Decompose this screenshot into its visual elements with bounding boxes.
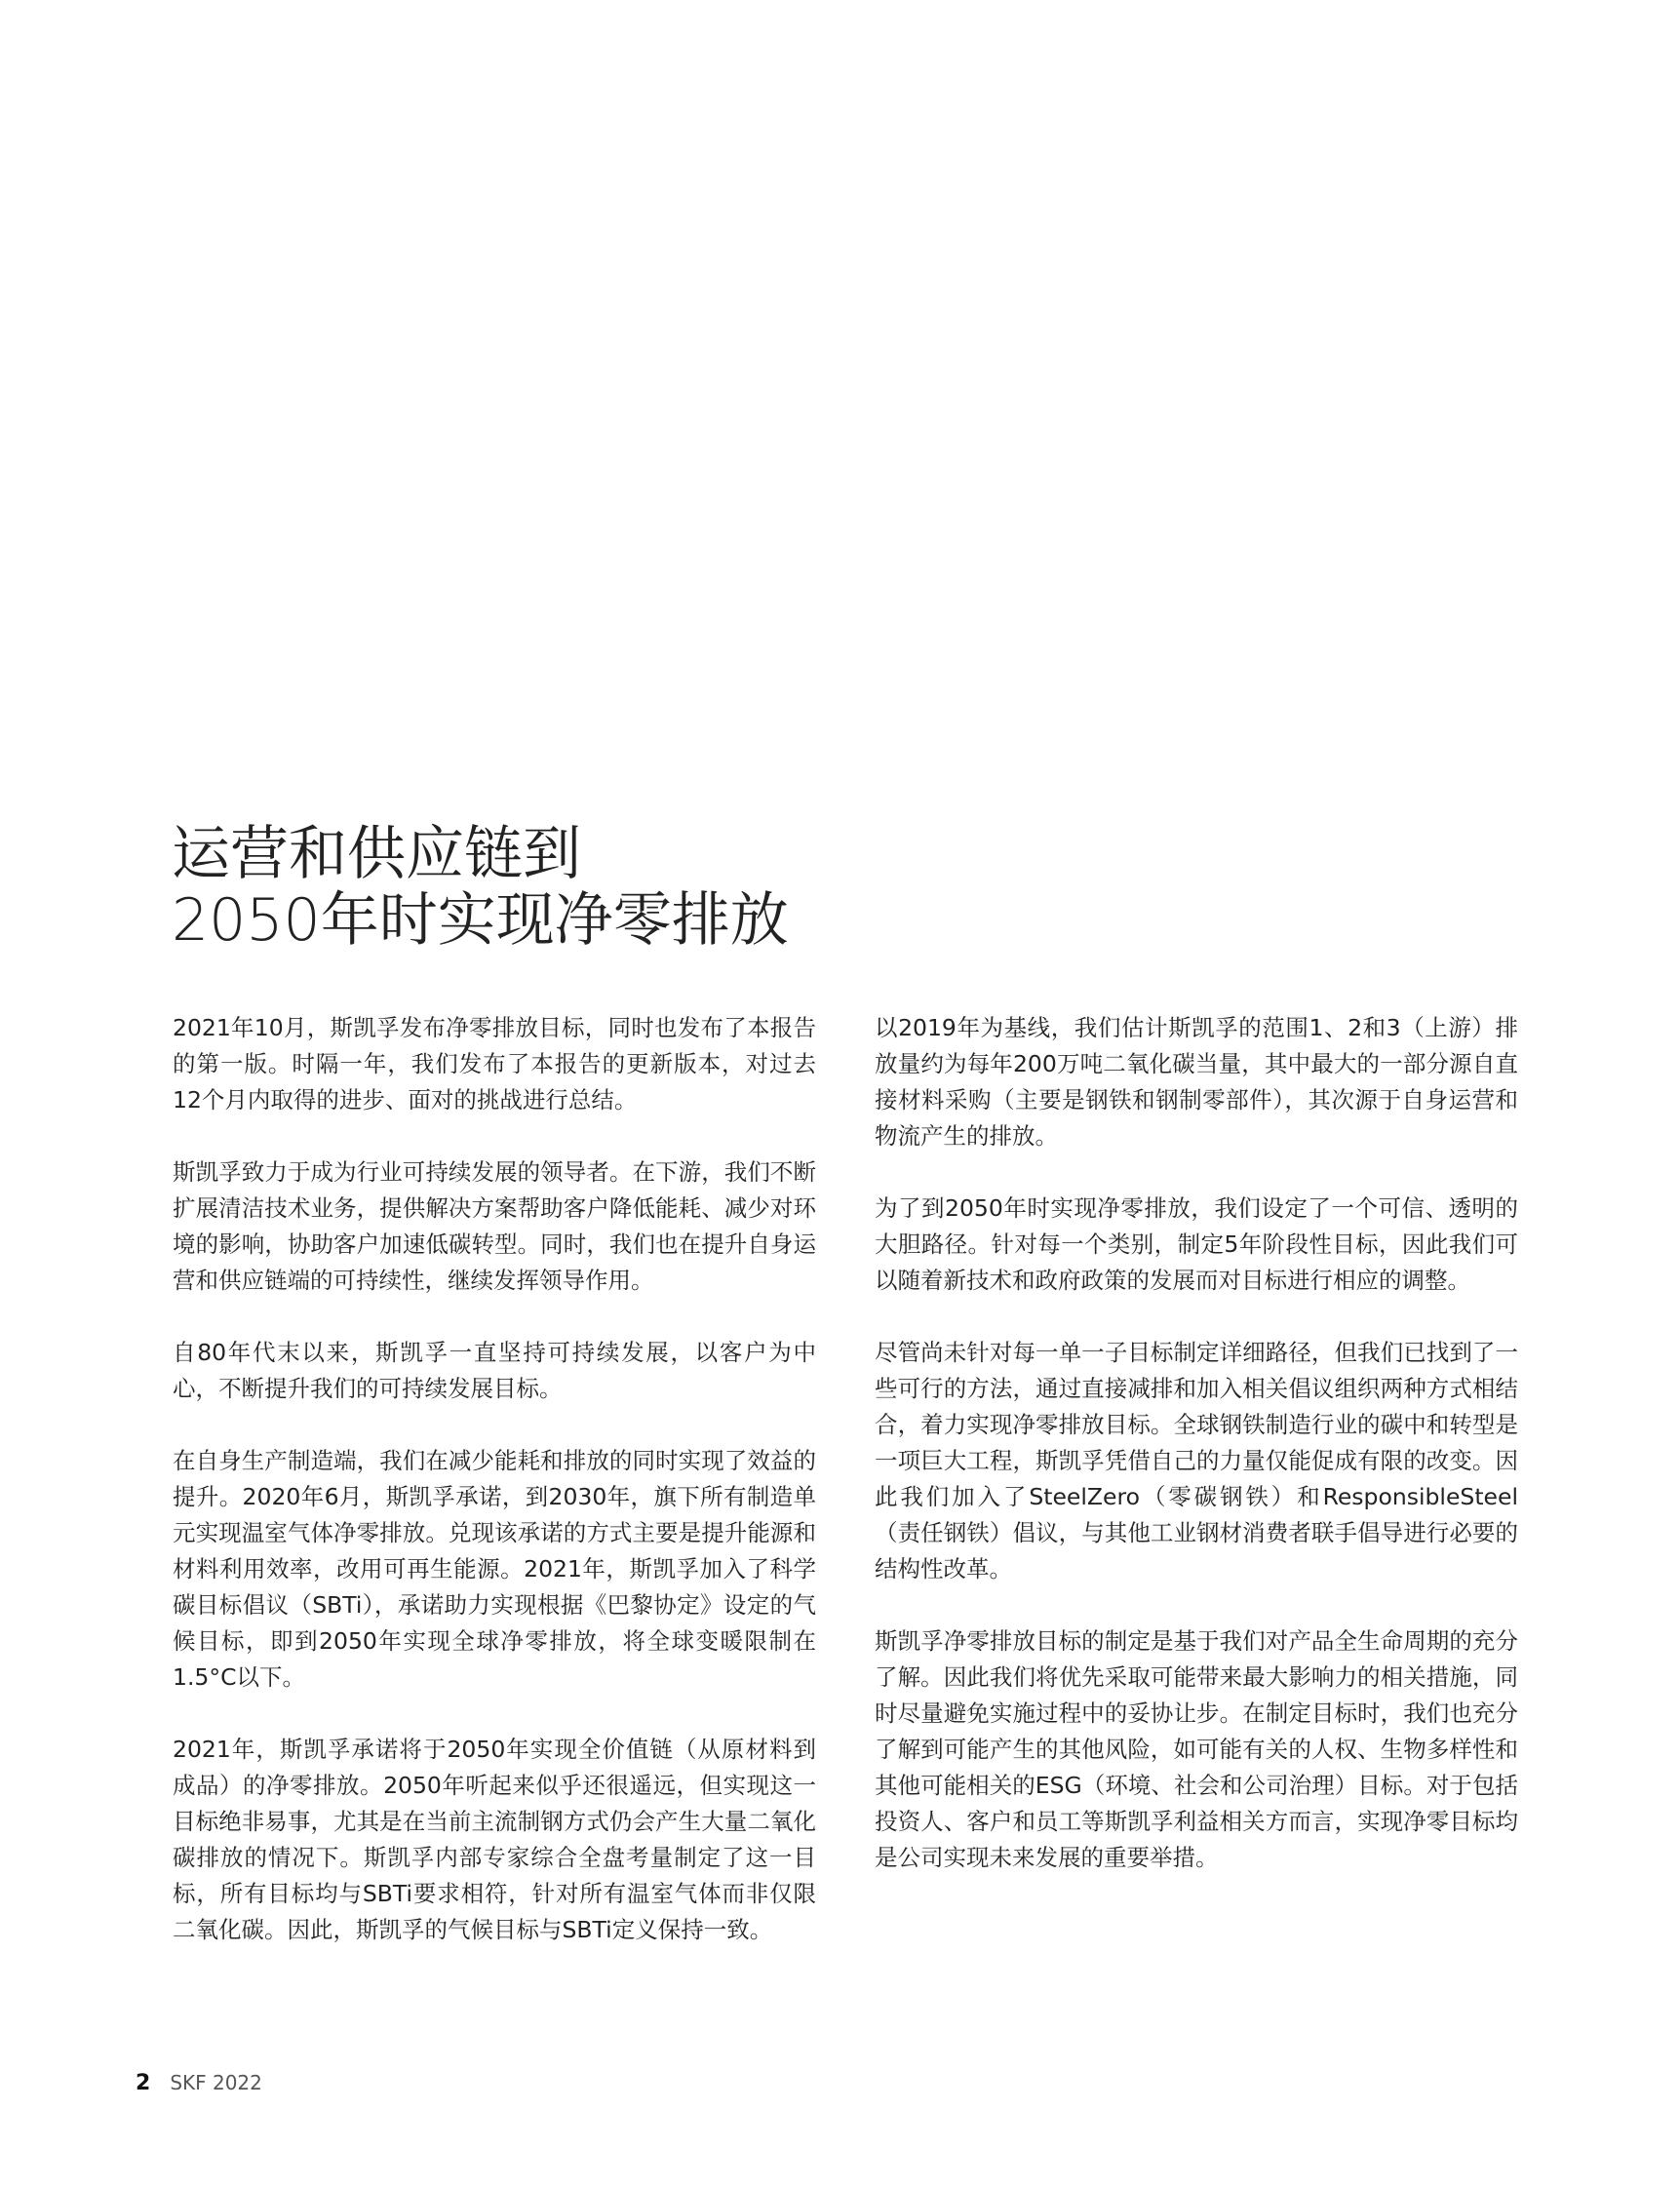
left-column <box>173 1010 816 1984</box>
paragraph: 以2019年为基线，我们估计斯凯孚的范围1、2和3（上游）排放量约为每年200万吨二氧化碳当量，其中最大的一部分源自直接材料采购（主要是钢铁和钢制零部件），其次源于自身运营和物流产生的排放。 <box>875 1014 1518 1150</box>
publication-label: SKF 2022 <box>170 2071 262 2094</box>
page-number: 2 <box>136 2071 151 2095</box>
page-footer <box>136 2071 262 2095</box>
paragraph: 2021年，斯凯孚承诺将于2050年实现全价值链（从原材料到成品）的净零排放。2050年听起来似乎还很遥远，但实现这一目标绝非易事，尤其是在当前主流制钢方式仍会产生大量二氧化碳排放的情况下。斯凯孚内部专家综合全盘考量制定了这一目标，所有目标均与SBTi要求相符，针对所有温室气体而非仅限二氧化碳。因此，斯凯孚的气候目标与SBTi定义保持一致。 <box>173 1736 816 1943</box>
paragraph: 在自身生产制造端，我们在减少能耗和排放的同时实现了效益的提升。2020年6月，斯凯孚承诺，到2030年，旗下所有制造单元实现温室气体净零排放。兑现该承诺的方式主要是提升能源和材料利用效率，改用可再生能源。2021年，斯凯孚加入了科学碳目标倡议（SBTi），承诺助力实现根据《巴黎协定》设定的气候目标，即到2050年实现全球净零排放，将全球变暖限制在1.5°C以下。 <box>173 1447 816 1691</box>
paragraph: 斯凯孚净零排放目标的制定是基于我们对产品全生命周期的充分了解。因此我们将优先采取可能带来最大影响力的相关措施，同时尽量避免实施过程中的妥协让步。在制定目标时，我们也充分了解到可能产生的其他风险，如可能有关的人权、生物多样性和其他可能相关的ESG（环境、社会和公司治理）目标。对于包括投资人、客户和员工等斯凯孚利益相关方而言，实现净零目标均是公司实现未来发展的重要举措。 <box>875 1627 1518 1871</box>
page-title <box>172 821 789 954</box>
paragraph: 自80年代末以来，斯凯孚一直坚持可持续发展，以客户为中心，不断提升我们的可持续发展目标。 <box>173 1339 816 1402</box>
right-column <box>875 1010 1518 1912</box>
paragraph: 尽管尚未针对每一单一子目标制定详细路径，但我们已找到了一些可行的方法，通过直接减排和加入相关倡议组织两种方式相结合，着力实现净零排放目标。全球钢铁制造行业的碳中和转型是一项巨大工程，斯凯孚凭借自己的力量仅能促成有限的改变。因此我们加入了SteelZero（零碳钢铁）和ResponsibleSteel（责任钢铁）倡议，与其他工业钢材消费者联手倡导进行必要的结构性改革。 <box>875 1339 1518 1582</box>
page-title-line-1: 运营和供应链到 <box>172 820 581 888</box>
paragraph: 2021年10月，斯凯孚发布净零排放目标，同时也发布了本报告的第一版。时隔一年，我们发布了本报告的更新版本，对过去12个月内取得的进步、面对的挑战进行总结。 <box>173 1014 816 1114</box>
paragraph: 斯凯孚致力于成为行业可持续发展的领导者。在下游，我们不断扩展清洁技术业务，提供解决方案帮助客户降低能耗、减少对环境的影响，协助客户加速低碳转型。同时，我们也在提升自身运营和供应链端的可持续性，继续发挥领导作用。 <box>173 1158 816 1294</box>
paragraph: 为了到2050年时实现净零排放，我们设定了一个可信、透明的大胆路径。针对每一个类别，制定5年阶段性目标，因此我们可以随着新技术和政府政策的发展而对目标进行相应的调整。 <box>875 1194 1518 1294</box>
page-title-line-2: 2050年时实现净零排放 <box>172 886 789 955</box>
